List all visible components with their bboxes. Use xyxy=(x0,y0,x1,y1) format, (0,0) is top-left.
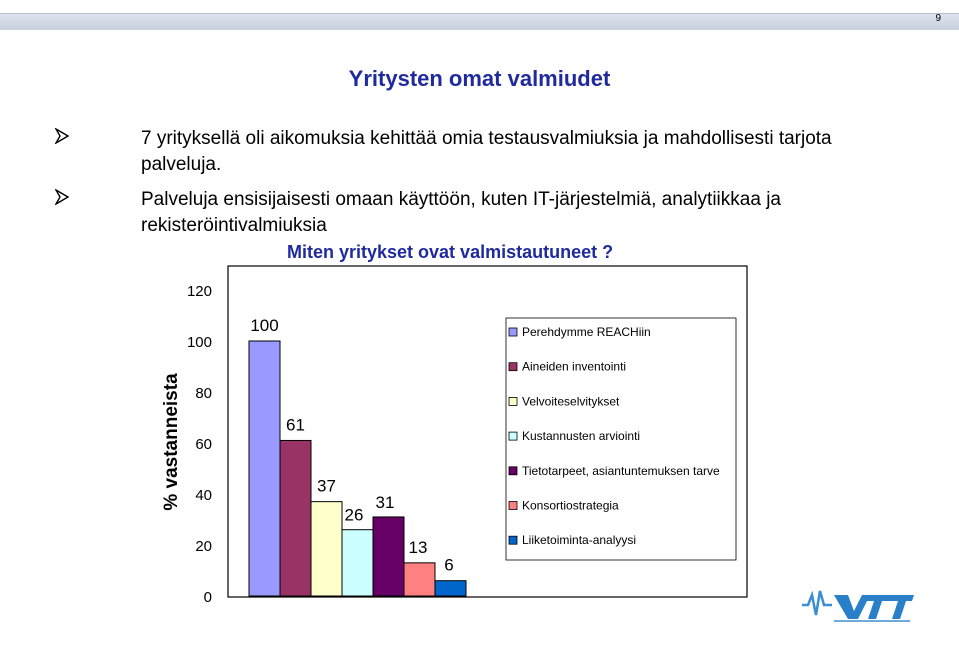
page-title: Yritysten omat valmiudet xyxy=(348,66,611,91)
vtt-logo xyxy=(800,585,915,630)
bar xyxy=(311,502,342,596)
legend-swatch xyxy=(509,502,517,510)
y-tick-label: 120 xyxy=(186,283,212,300)
bullet-text: 7 yrityksellä oli aikomuksia kehittää omia testausvalmiuksia ja mahdollisesti tarjota palveluja. xyxy=(141,128,832,175)
bar xyxy=(280,440,311,596)
legend-label: Liiketoiminta-analyysi xyxy=(522,533,637,548)
bar xyxy=(404,563,435,596)
legend-label: Aineiden inventointi xyxy=(522,359,627,374)
y-tick-label: 80 xyxy=(195,385,212,402)
legend-swatch xyxy=(509,467,517,475)
y-tick-label: 20 xyxy=(195,538,212,555)
data-label: 31 xyxy=(375,492,395,512)
legend-label: Velvoiteselvitykset xyxy=(522,394,620,409)
data-label: 61 xyxy=(286,415,305,435)
legend-swatch xyxy=(509,363,517,371)
y-tick-label: 0 xyxy=(203,589,212,606)
data-label: 26 xyxy=(344,505,364,525)
legend-label: Kustannusten arviointi xyxy=(522,429,641,444)
bar xyxy=(249,341,280,596)
y-tick-label: 100 xyxy=(186,334,212,351)
data-label: 13 xyxy=(408,537,428,557)
legend-swatch xyxy=(509,328,517,336)
data-label: 6 xyxy=(444,555,454,575)
page-number: 9 xyxy=(935,13,941,24)
bar xyxy=(373,517,404,596)
data-label: 37 xyxy=(317,476,336,496)
legend-label: Tietotarpeet, asiantuntemuksen tarve xyxy=(522,463,720,478)
bar xyxy=(342,530,373,596)
y-axis-label: % vastanneista xyxy=(161,373,182,511)
legend-label: Konsortiostrategia xyxy=(522,498,619,513)
y-tick-label: 60 xyxy=(195,436,212,453)
bullet-text: Palveluja ensisijaisesti omaan käyttöön, kuten IT-järjestelmiä, analytiikkaa ja rekisteröintivalmiuksia xyxy=(141,189,781,236)
legend-swatch xyxy=(509,397,517,405)
legend-label: Perehdymme REACHiin xyxy=(522,325,651,339)
legend-swatch xyxy=(509,432,517,440)
data-label: 100 xyxy=(250,316,279,335)
bar xyxy=(435,581,466,596)
chart-title: Miten yritykset ovat valmistautuneet ? xyxy=(287,242,614,262)
legend-swatch xyxy=(509,536,517,544)
y-tick-label: 40 xyxy=(195,487,212,504)
